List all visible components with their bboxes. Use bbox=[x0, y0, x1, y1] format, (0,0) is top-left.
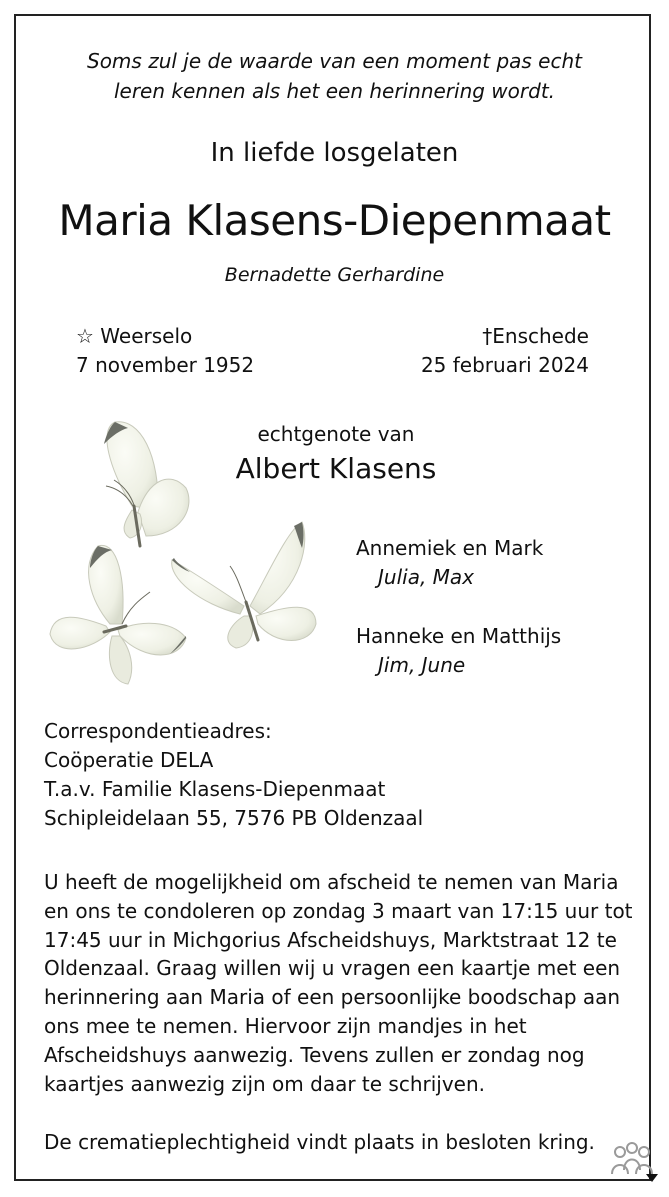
farewell-line: kaartjes aanwezig zijn om daar te schrijven. bbox=[44, 1071, 486, 1096]
death-place-line bbox=[482, 322, 589, 350]
butterfly-left bbox=[50, 545, 186, 684]
quote-line-2: leren kennen als het een herinnering wordt. bbox=[113, 79, 556, 103]
farewell-line: herinnering aan Maria of een persoonlijke boodschap aan bbox=[44, 985, 621, 1010]
correspondence-label: Correspondentieadres: bbox=[44, 719, 272, 743]
family-children-2: Jim, June bbox=[378, 653, 466, 677]
given-names: Bernadette Gerhardine bbox=[224, 264, 445, 286]
butterfly-right bbox=[172, 522, 316, 648]
farewell-line: U heeft de mogelijkheid om afscheid te nemen van Maria bbox=[44, 870, 619, 894]
butterfly-top bbox=[104, 422, 189, 546]
spouse-name: Albert Klasens bbox=[235, 452, 437, 485]
family-couple-1: Annemiek en Mark bbox=[356, 536, 544, 560]
family-couple-2: Hanneke en Matthijs bbox=[356, 624, 562, 648]
quote-line-1: Soms zul je de waarde van een moment pas echt bbox=[87, 49, 582, 73]
arrow-down-icon bbox=[646, 1174, 658, 1182]
farewell-line: ons mee te nemen. Hiervoor zijn mandjes in het bbox=[44, 1013, 527, 1038]
birth-date: 7 november 1952 bbox=[76, 353, 255, 377]
family-children-1: Julia, Max bbox=[378, 565, 475, 589]
farewell-paragraph bbox=[44, 868, 644, 1098]
deceased-name: Maria Klasens-Diepenmaat bbox=[58, 196, 611, 245]
correspondence-line-3: Schipleidelaan 55, 7576 PB Oldenzaal bbox=[44, 806, 424, 830]
farewell-line: en ons te condoleren op zondag 3 maart van 17:15 uur tot bbox=[44, 898, 633, 923]
farewell-line: Afscheidshuys aanwezig. Tevens zullen er zondag nog bbox=[44, 1042, 585, 1067]
heading: In liefde losgelaten bbox=[210, 138, 459, 168]
cross-icon: † bbox=[482, 324, 493, 348]
closing-line: De crematieplechtigheid vindt plaats in besloten kring. bbox=[44, 1130, 595, 1154]
birth-place: Weerselo bbox=[100, 324, 193, 348]
farewell-line: Oldenzaal. Graag willen wij u vragen een kaartje met een bbox=[44, 956, 621, 981]
spouse-label: echtgenote van bbox=[257, 422, 415, 446]
death-date: 25 februari 2024 bbox=[420, 353, 589, 377]
correspondence-line-1: Coöperatie DELA bbox=[44, 748, 214, 772]
farewell-line: 17:45 uur in Michgorius Afscheidshuys, Marktstraat 12 te bbox=[44, 927, 617, 952]
star-icon: ☆ bbox=[76, 324, 94, 348]
people-logo-icon bbox=[606, 1140, 658, 1184]
correspondence-line-2: T.a.v. Familie Klasens-Diepenmaat bbox=[44, 777, 386, 801]
birth-place-line bbox=[76, 322, 192, 350]
death-place: Enschede bbox=[492, 324, 589, 348]
